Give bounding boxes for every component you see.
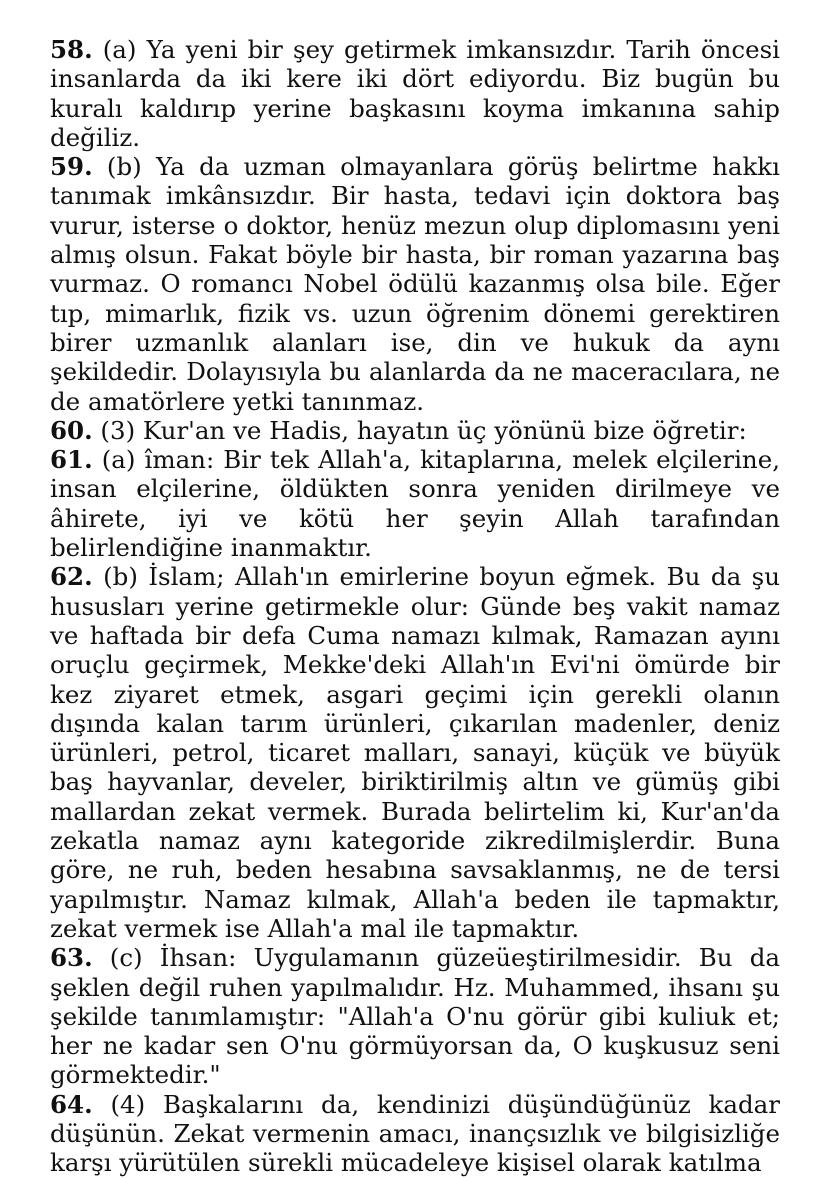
paragraph-text: (c) İhsan: Uygulamanın güzeüeştirilmesidir. Bu da şeklen değil ruhen yapılmalıdır. Hz. Muhammed, ihsanı şu şekilde tanımlamıştır: "Allah'a O'nu görür gibi kuliuk et; her ne kadar sen O'nu görmüyorsan da, O kuşkusuz seni görmektedir." bbox=[50, 943, 780, 1090]
paragraph-62 bbox=[50, 562, 780, 943]
paragraph-61 bbox=[50, 445, 780, 562]
paragraph-60 bbox=[50, 416, 780, 445]
paragraph-text: (3) Kur'an ve Hadis, hayatın üç yönünü bize öğretir: bbox=[100, 415, 747, 445]
paragraph-number: 61. bbox=[50, 445, 93, 475]
paragraph-58 bbox=[50, 35, 780, 152]
paragraph-text: (4) Başkalarını da, kendinizi düşündüğünüz kadar düşünün. Zekat vermenin amacı, inançsızlık ve bilgisizliğe karşı yürütülen sürekli mücadeleye kişisel olarak katılma bbox=[50, 1089, 780, 1178]
paragraph-number: 63. bbox=[50, 943, 93, 973]
paragraph-text: (a) Ya yeni bir şey getirmek imkansızdır. Tarih öncesi insanlarda da iki kere iki dört ediyordu. Biz bugün bu kuralı kaldırıp yerine başkasını koyma imkanına sahip değiliz. bbox=[50, 35, 780, 152]
paragraph-number: 59. bbox=[50, 152, 93, 182]
paragraph-text: (b) Ya da uzman olmayanlara görüş belirtme hakkı tanımak imkânsızdır. Bir hasta, tedavi için doktora baş vurur, isterse o doktor, henüz mezun olup diplomasını yeni almış olsun. Fakat böyle bir hasta, bir roman yazarına baş vurmaz. O romancı Nobel ödülü kazanmış olsa bile. Eğer tıp, mimarlık, fizik vs. uzun öğrenim dönemi gerektiren birer uzmanlık alanları ise, din ve hukuk da aynı şekildedir. Dolayısıyla bu alanlarda da ne maceracılara, ne de amatörlere yetki tanınmaz. bbox=[50, 152, 780, 416]
paragraph-63 bbox=[50, 943, 780, 1089]
paragraph-number: 58. bbox=[50, 35, 93, 64]
paragraph-text: (b) İslam; Allah'ın emirlerine boyun eğmek. Bu da şu hususları yerine getirmekle olur: Günde beş vakit namaz ve haftada bir defa Cuma namazı kılmak, Ramazan ayını oruçlu geçirmek, Mekke'deki Allah'ın Evi'ni ömürde bir kez ziyaret etmek, asgari geçimi için gerekli olanın dışında kalan tarım ürünleri, çıkarılan madenler, deniz ürünleri, petrol, ticaret malları, sanayi, küçük ve büyük baş hayvanlar, develer, biriktirilmiş altın ve gümüş gibi mallardan zekat vermek. Burada belirtelim ki, Kur'an'da zekatla namaz aynı kategoride zikredilmişlerdir. Buna göre, ne ruh, beden hesabına savsaklanmış, ne de tersi yapılmıştır. Namaz kılmak, Allah'a beden ile tapmaktır, zekat vermek ise Allah'a mal ile tapmaktır. bbox=[50, 562, 780, 943]
paragraph-59 bbox=[50, 152, 780, 416]
paragraph-text: (a) îman: Bir tek Allah'a, kitaplarına, melek elçilerine, insan elçilerine, öldükten sonra yeniden dirilmeye ve âhirete, iyi ve kötü her şeyin Allah tarafından belirlendiğine inanmaktır. bbox=[50, 445, 780, 563]
document-page bbox=[50, 35, 780, 1178]
paragraph-number: 60. bbox=[50, 415, 93, 445]
paragraph-number: 64. bbox=[50, 1089, 93, 1119]
paragraph-number: 62. bbox=[50, 562, 93, 592]
paragraph-64 bbox=[50, 1090, 780, 1178]
